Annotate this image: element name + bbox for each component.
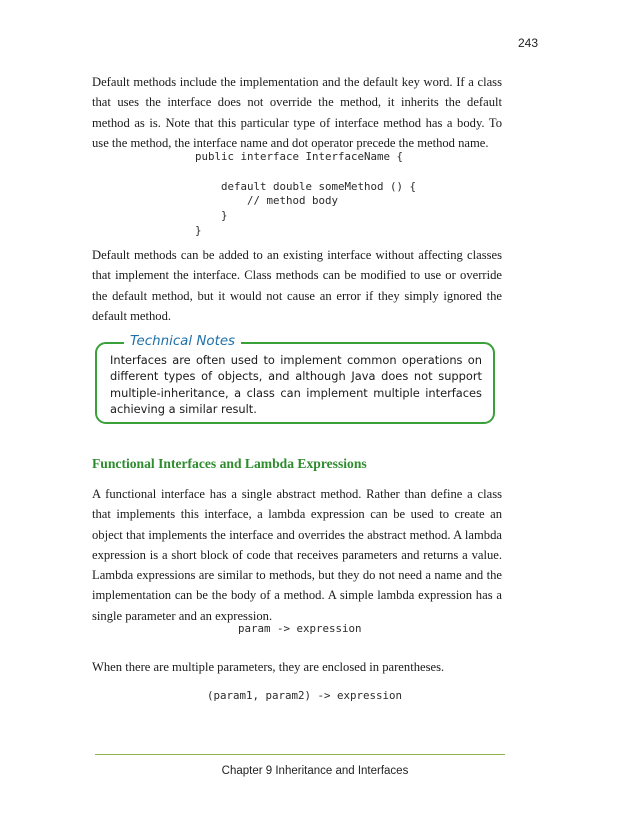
paragraph-default-methods-existing: Default methods can be added to an existing interface without affecting classes that implement the interface. Class methods can be modified to use or override the default method, but it would not cause an error if they simply ignored the default method.: [92, 248, 502, 323]
page-number: 243: [517, 36, 538, 50]
section-heading: Functional Interfaces and Lambda Expressions: [92, 456, 367, 471]
paragraph-default-methods-intro: Default methods include the implementation and the default key word. If a class that uses the interface does not override the method, it inherits the default method as is. Note that this particular type of interface method has a body. To use the method, the interface name and dot operator precede the method name.: [92, 75, 502, 150]
code-lambda-single: param -> expression: [238, 622, 362, 635]
code-block-interface-example: public interface InterfaceName { default double someMethod () { // method body } }: [195, 150, 417, 237]
paragraph-functional-interface: A functional interface has a single abstract method. Rather than define a class that implements this interface, a lambda expression can be used to create an object that implements the interface and overrides the abstract method. A lambda expression is a short block of code that receives parameters and returns a value. Lambda expressions are similar to methods, but they do not need a name and the implementation can be the body of a method. A simple lambda expression has a single parameter and an expression.: [92, 487, 502, 623]
code-lambda-multi: (param1, param2) -> expression: [207, 689, 403, 702]
technical-notes-title: Technical Notes: [124, 333, 241, 350]
paragraph-multiple-params: When there are multiple parameters, they are enclosed in parentheses.: [92, 660, 445, 674]
technical-notes-text: Interfaces are often used to implement common operations on different types of objects, and although Java does not support multiple-inheritance, a class can implement multiple interfaces achieving a similar result.: [110, 353, 482, 417]
footer-chapter-title: Chapter 9 Inheritance and Interfaces: [221, 765, 409, 777]
footer-divider: [95, 754, 505, 755]
